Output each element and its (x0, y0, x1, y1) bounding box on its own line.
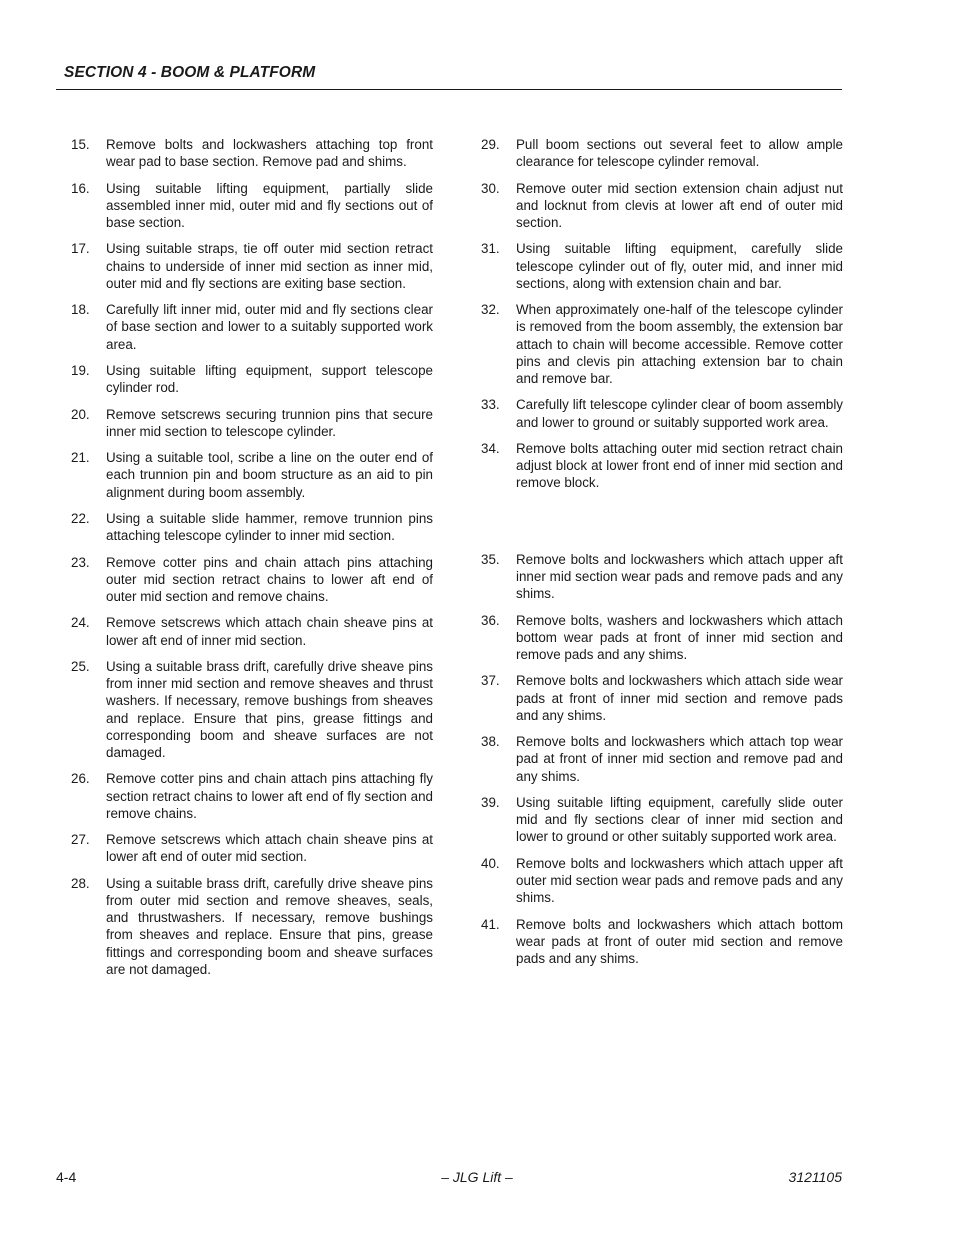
step-number: 36. (481, 612, 500, 628)
step-number: 38. (481, 734, 500, 750)
step-number: 26. (71, 771, 90, 787)
step-text: Remove bolts and lockwashers which attach side wear pads at front of inner mid section and remove pads and any shims. (516, 673, 843, 723)
step-text: Pull boom sections out several feet to allow ample clearance for telescope cylinder removal. (516, 137, 843, 170)
step-text: Using suitable lifting equipment, carefully slide outer mid and fly sections clear of inner mid section and lower to ground or other suitably supported work area. (516, 794, 843, 845)
list-item (71, 658, 433, 761)
footer-brand: – JLG Lift – (441, 1169, 513, 1185)
step-text: Using suitable straps, tie off outer mid section retract chains to underside of inner mid section as inner mid, outer mid and fly sections are exiting base section. (106, 241, 433, 291)
document-number: 3121105 (788, 1169, 842, 1185)
section-gap (481, 501, 843, 551)
step-text: Remove outer mid section extension chain adjust nut and locknut from clevis at lower aft end of outer mid section. (516, 180, 843, 230)
step-text: Using a suitable slide hammer, remove trunnion pins attaching telescope cylinder to inner mid section. (106, 510, 433, 544)
step-text: Using a suitable brass drift, carefully drive sheave pins from inner mid section and remove sheaves and thrust washers. If necessary, remove bushings from sheaves and replace. Ensure that pins, grease fittings and corresponding boom and sheave surfaces are not damaged. (106, 658, 433, 760)
list-item (71, 240, 433, 292)
step-text: Remove bolts and lockwashers which attach top wear pad at front of inner mid section and remove pad and any shims. (516, 734, 843, 784)
step-number: 39. (481, 794, 500, 810)
list-item (481, 440, 843, 492)
step-number: 20. (71, 406, 90, 422)
list-item (71, 510, 433, 544)
step-text: Using a suitable brass drift, carefully drive sheave pins from outer mid section and remove sheaves, seals, and thrustwashers. If necessary, remove bushings from sheaves and replace. Ensure that pins, grease fittings and corresponding boom and sheave surfaces are not damaged. (106, 875, 433, 977)
right-column (481, 136, 843, 976)
step-text: Remove bolts and lockwashers which attach upper aft inner mid section wear pads and remove pads and any shims. (516, 551, 843, 602)
list-item (71, 831, 433, 865)
step-text: Remove bolts attaching outer mid section retract chain adjust block at lower front end of inner mid section and remove block. (516, 440, 843, 491)
step-text: Using suitable lifting equipment, carefully slide telescope cylinder out of fly, outer mid, and inner mid sections, along with extension chain and bar. (516, 241, 843, 291)
step-number: 34. (481, 440, 500, 456)
step-text: Remove bolts, washers and lockwashers which attach bottom wear pads at front of inner mid section and remove pads and any shims. (516, 612, 843, 662)
step-text: Remove bolts and lockwashers which attach bottom wear pads at front of outer mid section and remove pads and any shims. (516, 916, 843, 966)
list-item (481, 916, 843, 968)
list-item (481, 301, 843, 387)
list-item (71, 554, 433, 606)
step-text: Remove bolts and lockwashers attaching top front wear pad to base section. Remove pad and shims. (106, 137, 433, 170)
list-item (481, 551, 843, 603)
list-item (71, 301, 433, 353)
step-number: 31. (481, 241, 500, 257)
list-item (481, 136, 843, 170)
step-text: Remove setscrews which attach chain sheave pins at lower aft end of inner mid section. (106, 615, 433, 648)
list-item (481, 180, 843, 232)
step-number: 29. (481, 137, 500, 152)
step-number: 21. (71, 450, 90, 466)
list-item (71, 180, 433, 232)
step-text: Remove cotter pins and chain attach pins attaching outer mid section retract chains to lower aft end of outer mid section and remove chains. (106, 554, 433, 604)
list-item (71, 362, 433, 396)
list-item (71, 770, 433, 822)
list-item (481, 855, 843, 907)
list-item (481, 612, 843, 664)
step-number: 16. (71, 180, 90, 196)
list-item (481, 240, 843, 292)
list-item (71, 875, 433, 978)
section-title: SECTION 4 - BOOM & PLATFORM (64, 64, 316, 81)
step-number: 23. (71, 554, 90, 570)
page-number: 4-4 (56, 1169, 77, 1185)
step-text: Using suitable lifting equipment, partially slide assembled inner mid, outer mid and fly sections out of base section. (106, 180, 433, 230)
step-number: 27. (71, 832, 90, 848)
step-number: 25. (71, 658, 90, 674)
step-text: Remove setscrews which attach chain sheave pins at lower aft end of outer mid section. (106, 832, 433, 865)
left-column (71, 136, 433, 987)
step-text: Carefully lift telescope cylinder clear of boom assembly and lower to ground or suitably supported work area. (516, 397, 843, 430)
step-text: When approximately one-half of the telescope cylinder is removed from the boom assembly, the extension bar attach to chain will become accessible. Remove cotter pins and clevis pin attaching extension bar to chain and remove bar. (516, 302, 843, 386)
step-number: 35. (481, 551, 500, 567)
list-item (481, 396, 843, 430)
list-item (481, 733, 843, 785)
step-number: 15. (71, 137, 90, 152)
step-number: 18. (71, 302, 90, 318)
step-number: 22. (71, 510, 90, 526)
list-item (71, 136, 433, 170)
step-number: 41. (481, 916, 500, 932)
step-text: Using suitable lifting equipment, support telescope cylinder rod. (106, 362, 433, 396)
step-text: Remove bolts and lockwashers which attach upper aft outer mid section wear pads and remove pads and any shims. (516, 855, 843, 906)
step-number: 33. (481, 397, 500, 413)
step-number: 19. (71, 362, 90, 378)
step-number: 17. (71, 241, 90, 257)
step-text: Carefully lift inner mid, outer mid and fly sections clear of base section and lower to a suitably supported work area. (106, 302, 433, 352)
list-item (481, 672, 843, 724)
list-item (71, 449, 433, 501)
step-number: 24. (71, 615, 90, 631)
step-number: 37. (481, 673, 500, 689)
step-number: 32. (481, 302, 500, 318)
step-number: 30. (481, 180, 500, 196)
step-number: 28. (71, 875, 90, 891)
step-number: 40. (481, 855, 500, 871)
step-text: Remove setscrews securing trunnion pins that secure inner mid section to telescope cylinder. (106, 406, 433, 439)
header-divider (56, 89, 842, 90)
step-text: Remove cotter pins and chain attach pins attaching fly section retract chains to lower aft end of fly section and remove chains. (106, 771, 433, 821)
list-item (71, 614, 433, 648)
step-text: Using a suitable tool, scribe a line on the outer end of each trunnion pin and boom structure as an aid to pin alignment during boom assembly. (106, 450, 433, 500)
list-item (71, 406, 433, 440)
list-item (481, 794, 843, 846)
